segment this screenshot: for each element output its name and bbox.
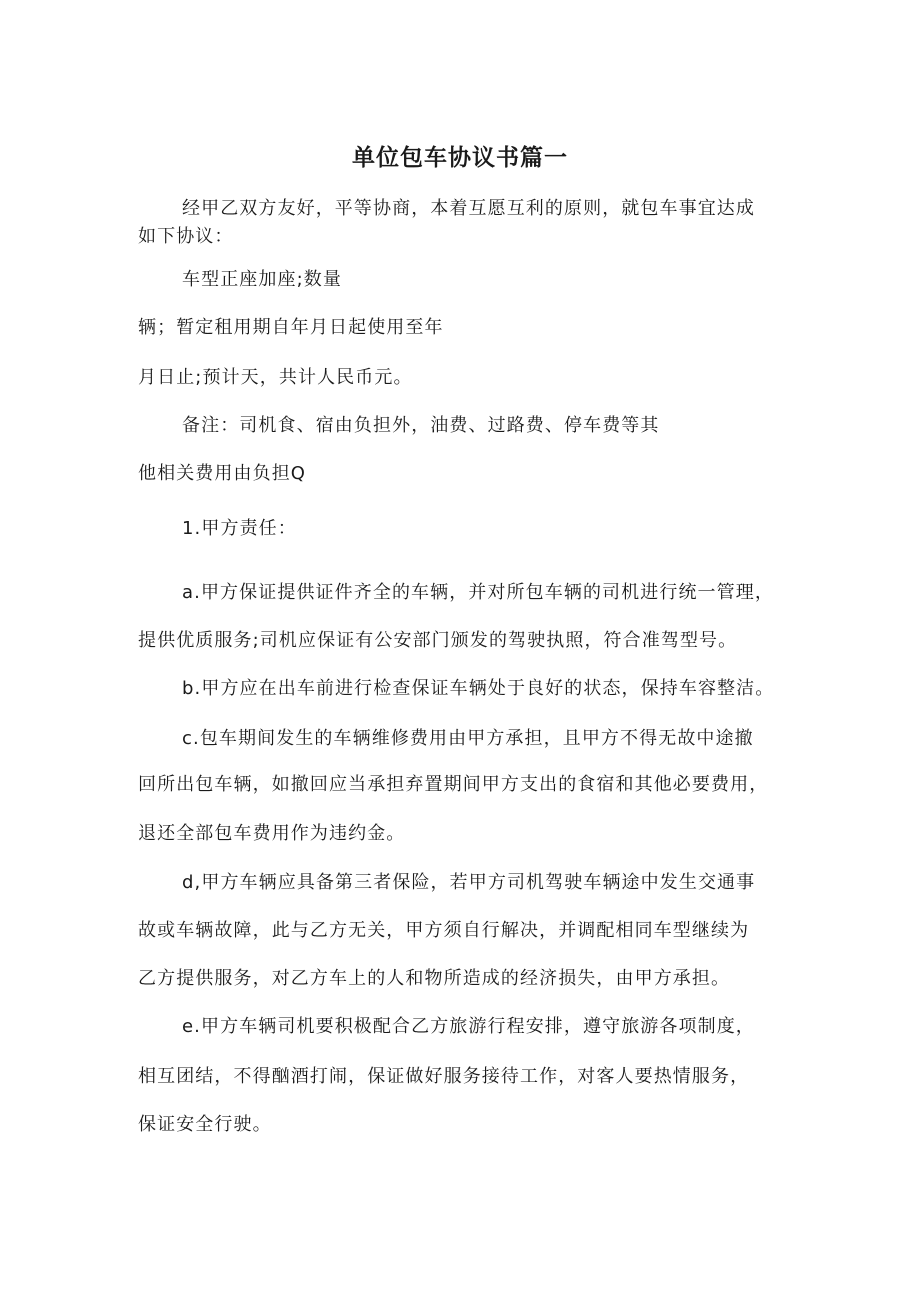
paragraph-line: b.甲方应在出车前进行检查保证车辆处于良好的状态，保持车容整洁。 <box>182 678 775 699</box>
paragraph-line: 故或车辆故障，此与乙方无关，甲方须自行解决，并调配相同车型继续为 <box>138 920 750 941</box>
paragraph-line: 他相关费用由负担Q <box>138 463 307 484</box>
document-title: 单位包车协议书篇一 <box>352 145 568 171</box>
paragraph-line: 乙方提供服务，对乙方车上的人和物所造成的经济损失，由甲方承担。 <box>138 968 731 989</box>
section-heading: 1.甲方责任： <box>182 518 297 539</box>
paragraph-line: d,甲方车辆应具备第三者保险，若甲方司机驾驶车辆途中发生交通事 <box>182 872 756 893</box>
paragraph-line: 回所出包车辆，如撤回应当承担弃置期间甲方支出的食宿和其他必要费用， <box>138 774 769 795</box>
paragraph-line: 辆；暂定租用期自年月日起使用至年 <box>138 317 444 338</box>
paragraph-line: 相互团结，不得酗酒打闹，保证做好服务接待工作，对客人要热情服务， <box>138 1066 750 1087</box>
paragraph-line: 保证安全行驶。 <box>138 1114 272 1135</box>
paragraph-line: 退还全部包车费用作为违约金。 <box>138 823 406 844</box>
paragraph-line: 月日止;预计天，共计人民币元。 <box>138 367 413 388</box>
paragraph-line: c.包车期间发生的车辆维修费用由甲方承担，且甲方不得无故中途撤 <box>182 728 754 749</box>
paragraph-line: 车型正座加座;数量 <box>182 269 342 290</box>
paragraph-line: e.甲方车辆司机要积极配合乙方旅游行程安排，遵守旅游各项制度， <box>182 1016 755 1037</box>
paragraph-line: 经甲乙双方友好，平等协商，本着互愿互利的原则，就包车事宜达成 <box>182 198 755 219</box>
paragraph-line: 提供优质服务;司机应保证有公安部门颁发的驾驶执照，符合准驾型号。 <box>138 630 738 651</box>
paragraph-line: 备注：司机食、宿由负担外，油费、过路费、停车费等其 <box>182 415 660 436</box>
paragraph-line: a.甲方保证提供证件齐全的车辆，并对所包车辆的司机进行统一管理， <box>182 582 774 603</box>
paragraph-line: 如下协议： <box>138 226 234 247</box>
